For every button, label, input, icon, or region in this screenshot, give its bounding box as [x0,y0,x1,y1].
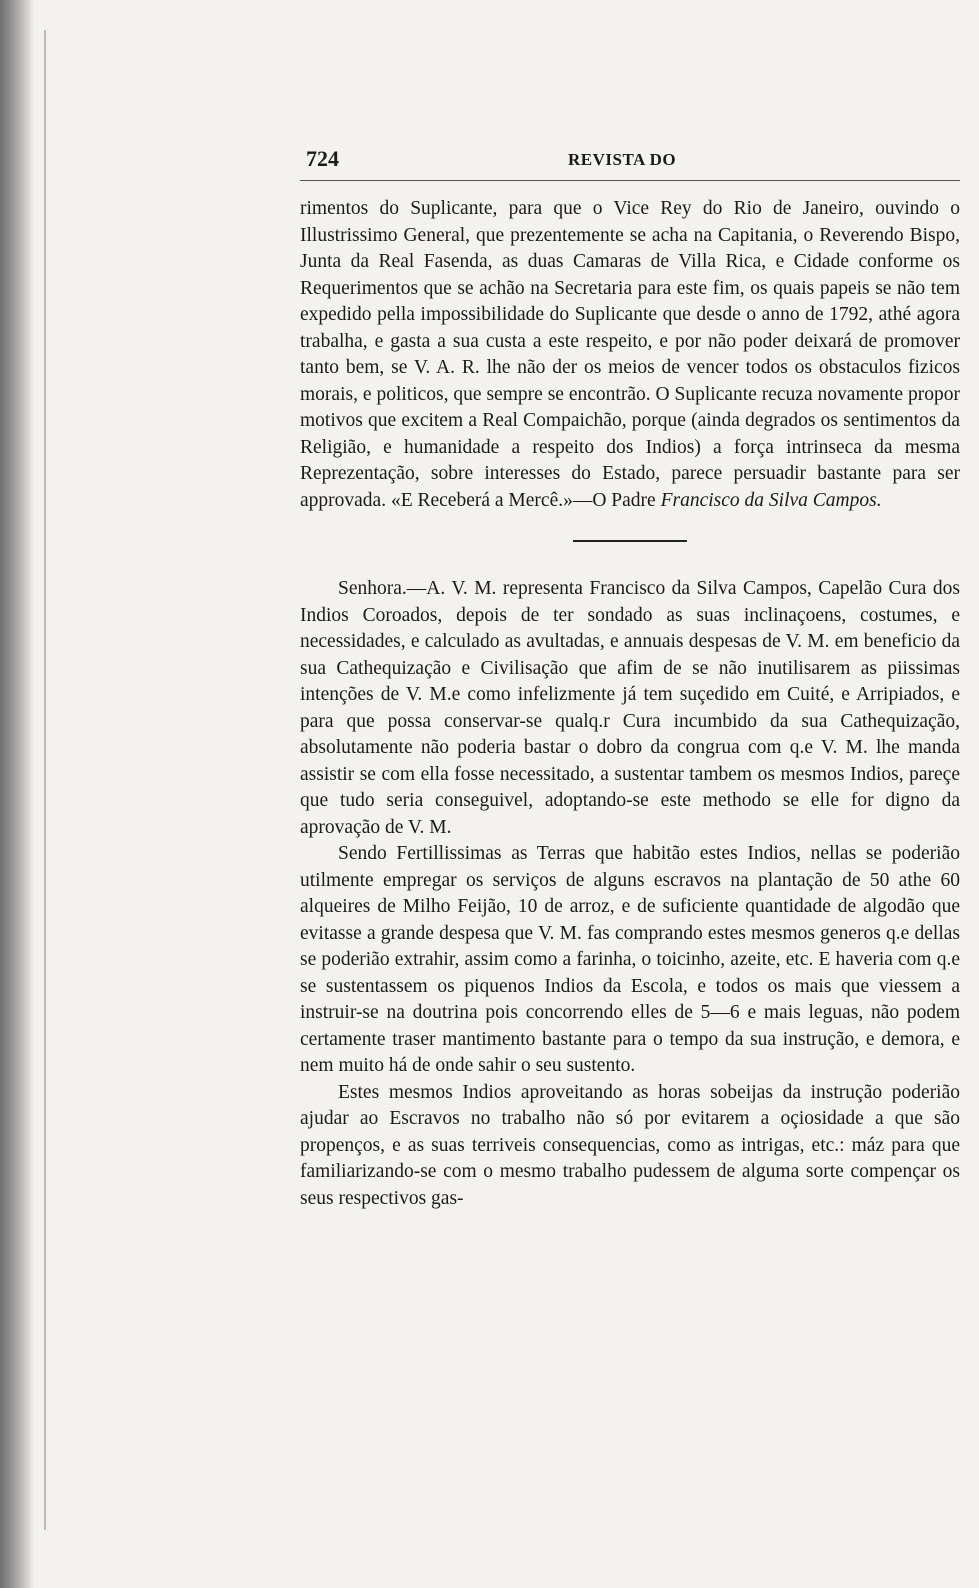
signature: Francisco da Silva Campos. [660,489,882,511]
page-header [300,146,960,176]
paragraph-2: Senhora.—A. V. M. representa Francisco da Silva Campos, Capelão Cura dos Indios Coroados, depois de ter sondado as suas inclinaçoens, costumes, e necessidades, e calculado as avultadas, e annuais despesas de V. M. em beneficio da sua Cathequização e Civilisação que afim de se não inutilisarem as piissimas intenções de V. M.e como infelizmente já tem suçedido em Cuité, e Arripiados, e para que possa conservar-se qualq.r Cura incumbido da sua Cathequização, absolutamente não poderia bastar o dobro da congrua com q.e V. M. lhe manda assistir se com ella fosse necessitado, a sustentar tambem os mesmos Indios, pareçe que tudo seria conseguivel, adoptando-se este methodo se elle for digno da aprovação de V. M. [300,578,960,838]
paragraph-4: Estes mesmos Indios aproveitando as horas sobeijas da instrução poderião ajudar ao Escravos no trabalho não só por evitarem a oçiosidade a que são propenços, e as suas terriveis consequencias, como as intrigas, etc.: máz para que familiarizando-se com o mesmo trabalho pudessem de alguma sorte compençar os seus respectivos gas- [300,1081,960,1209]
page-binding-shadow [0,0,34,1588]
paragraph-3: Sendo Fertillissimas as Terras que habitão estes Indios, nellas se poderião utilmente empregar os serviços de alguns escravos na plantação de 50 athe 60 alqueires de Milho Feijão, 10 de arroz, e de suficiente quantidade de algodão que evitasse a grande despesa que V. M. fas comprando estes mesmos generos q.e dellas se poderião extrahir, assim como a farinha, o toicinho, azeite, etc. E haveria com q.e se sustentassem os piquenos Indios da Escola, e todos os mais que viessem a instruir-se na doutrina pois concorrendo elles de 5—6 e mais leguas, não podem certamente traser mantimento bastante para o tempo da sua instrução, e demora, e nem muito há de onde sahir o seu sustento. [300,843,960,1076]
body-text [300,196,960,1212]
section-separator [573,540,687,542]
header-rule [300,180,960,181]
running-head: REVISTA DO [568,150,677,169]
paragraph-1-text: rimentos do Suplicante, para que o Vice Rey do Rio de Janeiro, ouvindo o Illustrissimo General, que prezentemente se acha na Capitania, o Reverendo Bispo, Junta da Real Fasenda, as duas Camaras de Villa Rica, e Cidade conforme os Requerimentos que se achão na Secretaria para este fim, os quais papeis se não tem expedido pella impossibilidade do Suplicante que desde o anno de 1792, athé agora trabalha, e gasta a sua custa a este respeito, e por não poder deixará de promover tanto bem, se V. A. R. lhe não der os meios de vencer todos os obstaculos fizicos morais, e politicos, que sempre se encontrão. O Suplicante recuza novamente propor motivos que excitem a Real Compaichão, porque (ainda degrados os sentimentos da Religião, e humanidade a respeito dos Indios) a força intrinseca da mesma Reprezentação, sobre interesses do Estado, parece persuadir bastante para ser approvada. «E Receberá a Mercê.»—O Padre [300,198,960,511]
page-number: 724 [306,146,339,171]
paragraph-continued [300,196,960,514]
binding-edge-line [44,30,46,1530]
